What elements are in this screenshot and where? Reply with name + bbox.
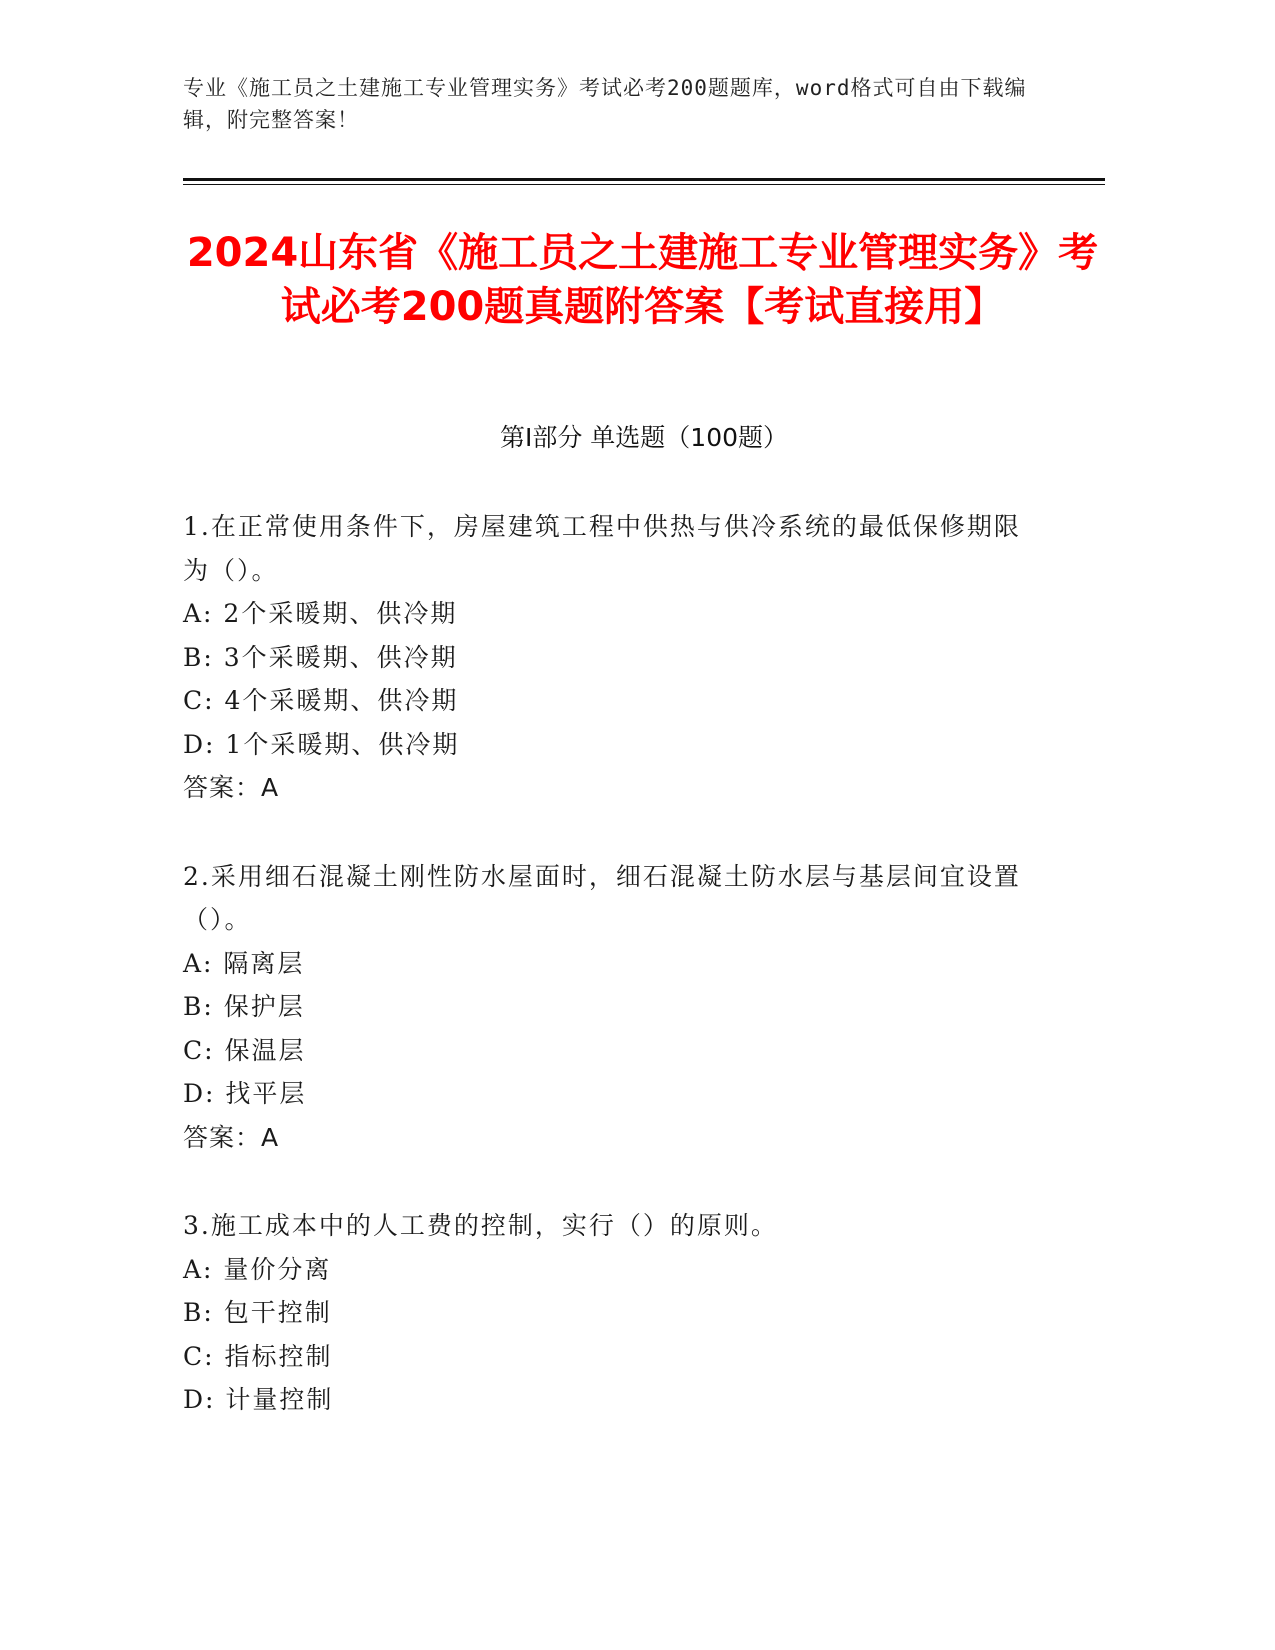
question-stem: 1.在正常使用条件下，房屋建筑工程中供热与供冷系统的最低保修期限为（）。	[183, 512, 1021, 585]
option-c: C: 保温层	[183, 1035, 306, 1065]
document-title: 2024山东省《施工员之土建施工专业管理实务》考试必考200题真题附答案【考试直接用】	[186, 230, 1099, 330]
option-b: B: 3个采暖期、供冷期	[183, 642, 458, 672]
option-a: A: 隔离层	[183, 948, 305, 978]
answer: 答案：A	[183, 773, 280, 802]
question-2	[183, 855, 1023, 1160]
header-divider-thick	[183, 178, 1105, 181]
header-divider-thin	[183, 184, 1105, 185]
question-stem: 3.施工成本中的人工费的控制，实行（）的原则。	[183, 1211, 778, 1240]
answer: 答案：A	[183, 1122, 280, 1152]
option-a: A: 2个采暖期、供冷期	[183, 599, 458, 628]
option-c: C: 指标控制	[183, 1341, 333, 1371]
question-list	[183, 505, 1023, 1467]
option-d: D: 1个采暖期、供冷期	[183, 729, 460, 759]
option-b: B: 保护层	[183, 992, 305, 1021]
section-title: 第I部分 单选题（100题）	[499, 423, 789, 452]
header-note: 专业《施工员之土建施工专业管理实务》考试必考200题题库，word格式可自由下载编辑，附完整答案！	[183, 76, 1027, 132]
option-c: C: 4个采暖期、供冷期	[183, 686, 459, 715]
option-d: D: 找平层	[183, 1079, 307, 1108]
question-stem: 2.采用细石混凝土刚性防水屋面时，细石混凝土防水层与基层间宜设置（）。	[183, 861, 1021, 934]
option-d: D: 计量控制	[183, 1385, 334, 1414]
option-b: B: 包干控制	[183, 1298, 332, 1327]
question-3	[183, 1204, 1023, 1422]
option-a: A: 量价分离	[183, 1254, 332, 1284]
question-1	[183, 505, 1023, 810]
